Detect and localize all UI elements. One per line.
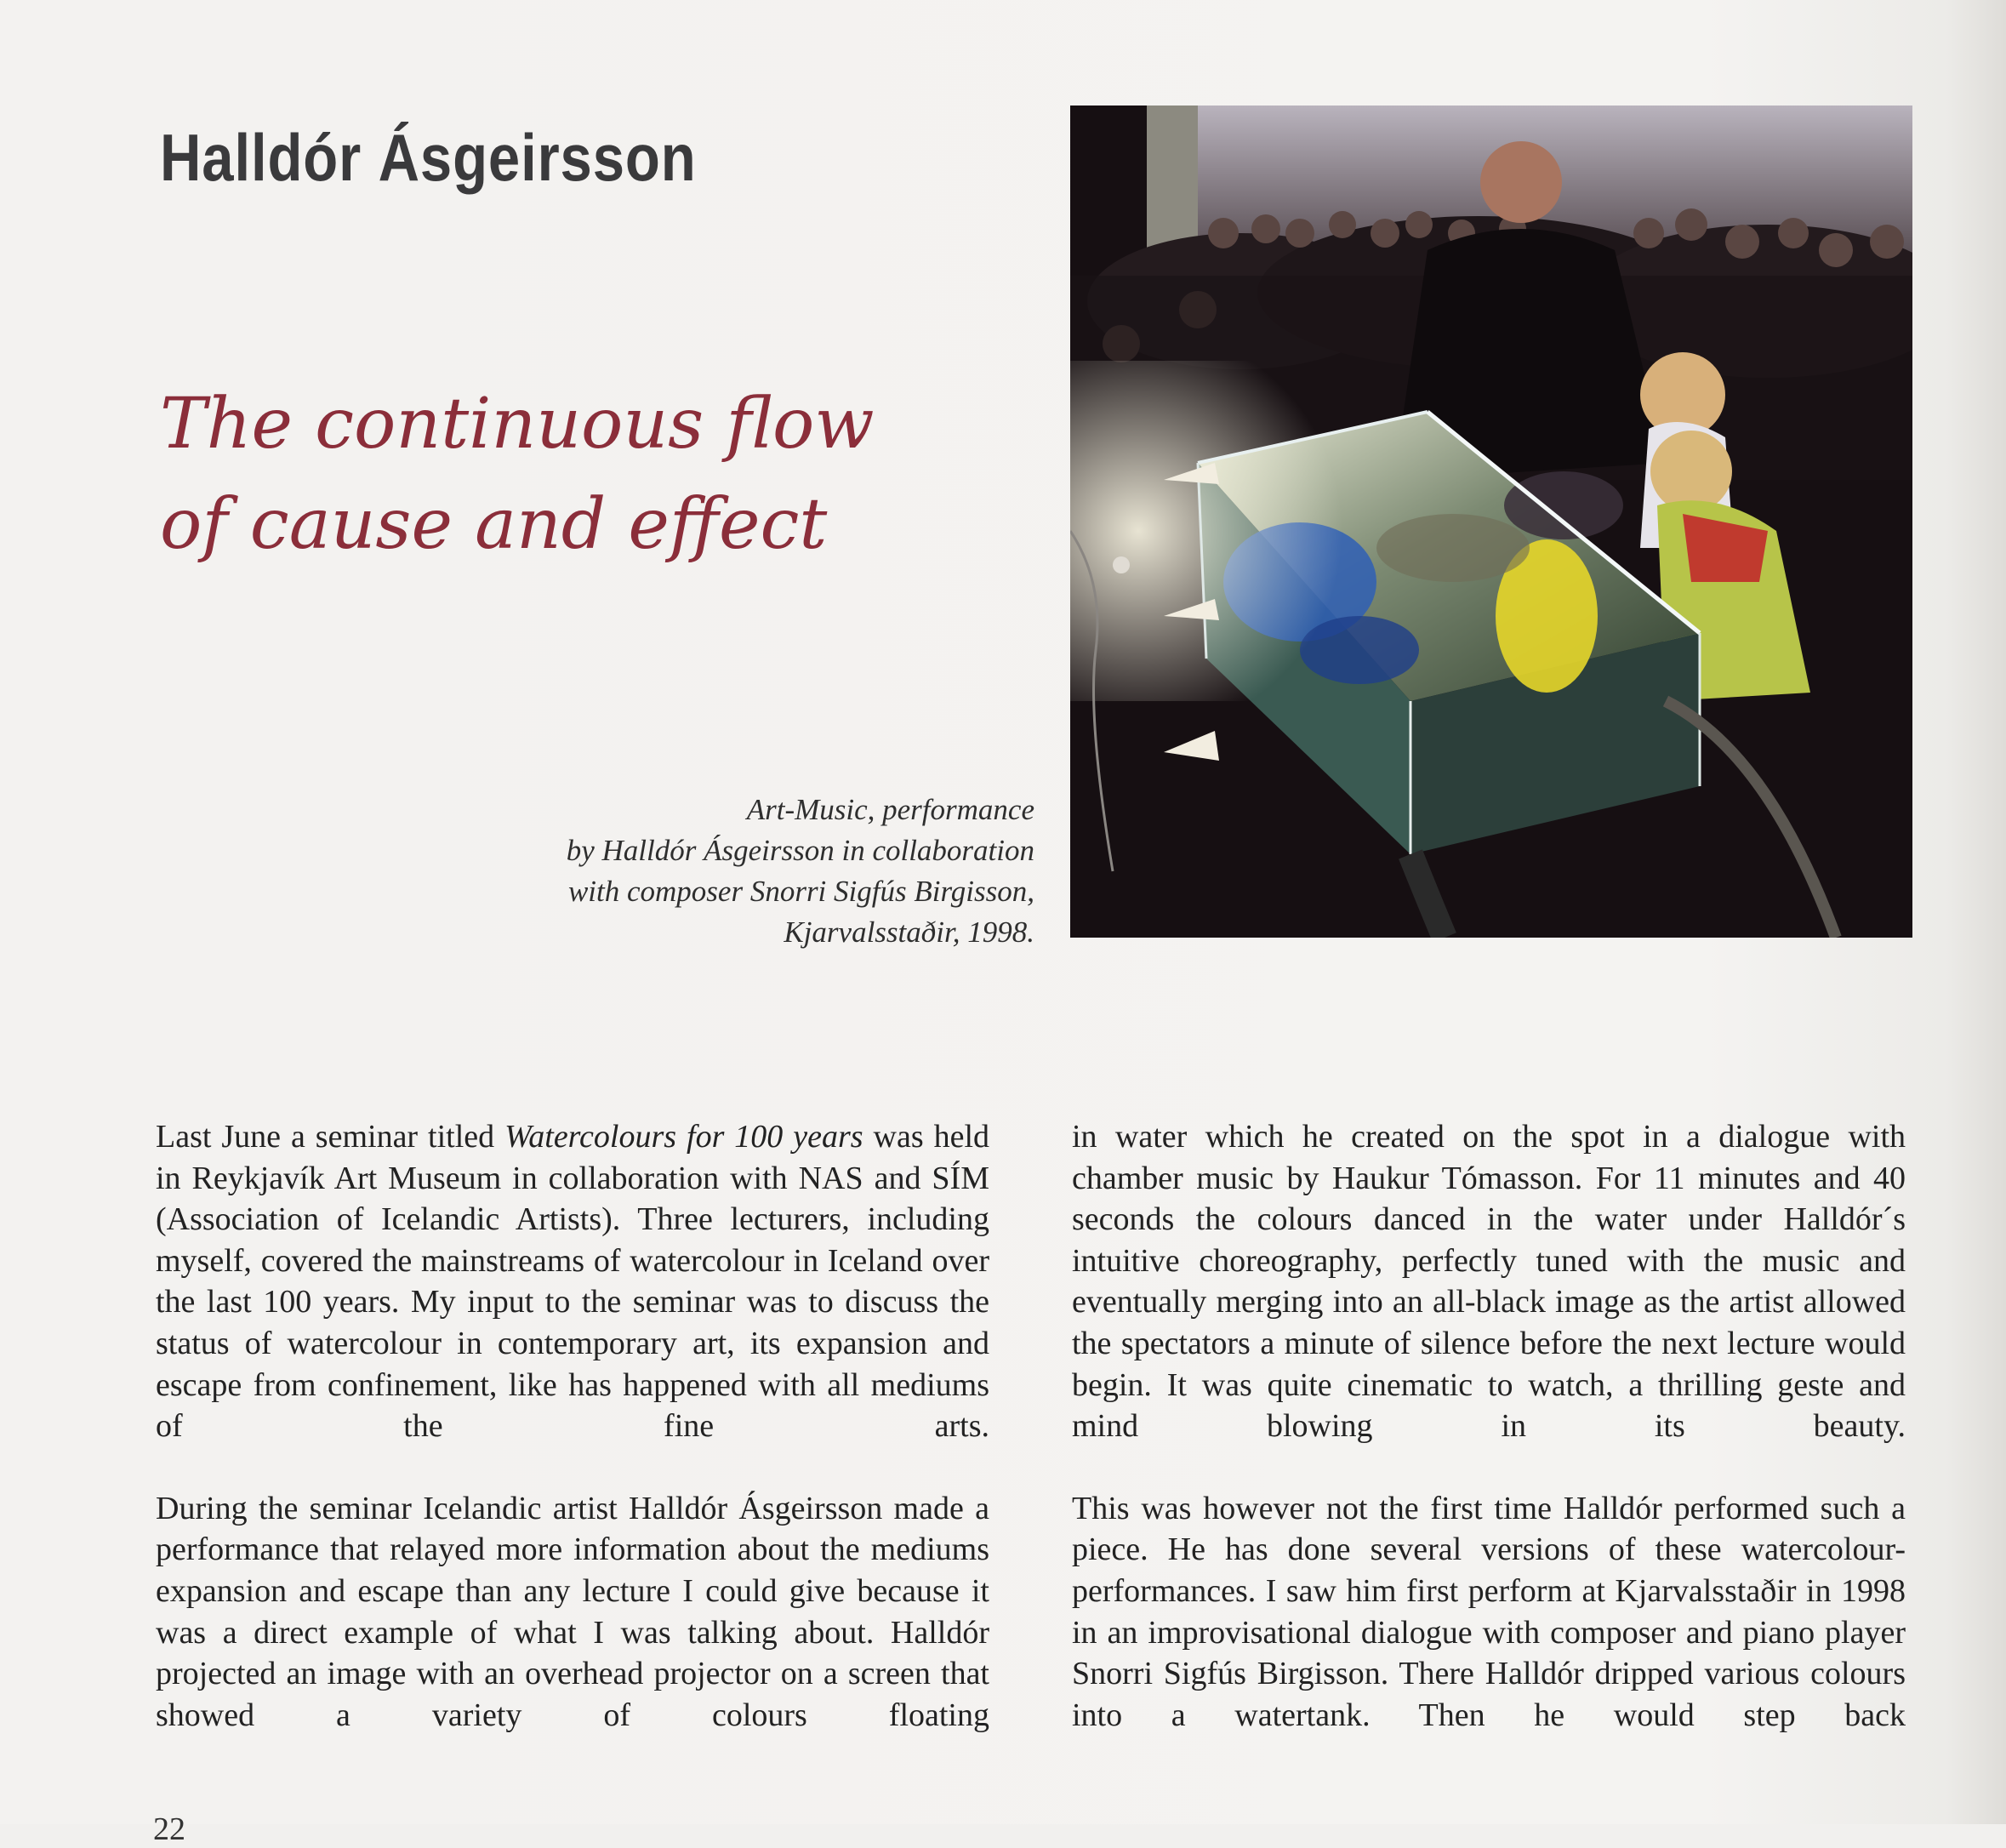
body-column-left	[156, 1116, 989, 1777]
seminar-title: Watercolours for 100 years	[504, 1119, 863, 1155]
left-paragraph-1	[156, 1116, 989, 1447]
performance-photo	[1070, 106, 1912, 938]
article-headline	[160, 374, 926, 575]
performance-photo-illustration	[1070, 106, 1912, 938]
artist-name-heading: Halldór Ásgeirsson	[160, 120, 697, 195]
caption-line-1: Art-Music, performance	[746, 793, 1034, 826]
left-p1-before: Last June a seminar titled	[156, 1119, 505, 1155]
right-paragraph-2: This was however not the first time Halldór performed such a piece. He has done several versions of these watercolour-performances. I saw him first perform at Kjarvalsstaðir in 1998 in an improvisational dialogue with composer and piano player Snorri Sigfús Birgisson. There Halldór dripped various colours into a watertank. Then he would step back	[1072, 1490, 1906, 1733]
caption-line-4: Kjarvalsstaðir, 1998.	[784, 915, 1034, 949]
caption-line-3: with composer Snorri Sigfús Birgisson,	[567, 875, 1034, 908]
caption-line-2: by Halldór Ásgeirsson in collaboration	[566, 834, 1034, 867]
body-column-right	[1072, 1116, 1906, 1777]
left-p1-after: was held in Reykjavík Art Museum in collaboration with NAS and SÍM (Association of Icelandic Artists). Three lecturers, including myself, covered the mainstreams of watercolour in Iceland over the last 100 years. My input to the seminar was to discuss the status of watercolour in contemporary art, its expansion and escape from confinement, like has happened with all mediums of the fine arts.	[156, 1119, 989, 1445]
headline-line-1: The continuous flow	[160, 384, 875, 465]
right-paragraph-1: in water which he created on the spot in a dialogue with chamber music by Haukur Tómasson. For 11 minutes and 40 seconds the colours danced in the water under Halldór´s intuitive choreography, perfectly tuned with the music and eventually merging into an all-black image as the artist allowed the spectators a minute of silence before the next lecture would begin. It was quite cinematic to watch, a thrilling geste and mind blowing in its beauty.	[1072, 1119, 1906, 1445]
page-number: 22	[153, 1811, 185, 1847]
photo-caption	[422, 790, 1034, 953]
headline-line-2: of cause and effect	[160, 484, 828, 565]
left-paragraph-2: During the seminar Icelandic artist Halldór Ásgeirsson made a performance that relayed more information about the mediums expansion and escape than any lecture I could give because it was a direct example of what I was talking about. Halldór projected an image with an overhead projector on a screen that showed a variety of colours floating	[156, 1490, 989, 1733]
